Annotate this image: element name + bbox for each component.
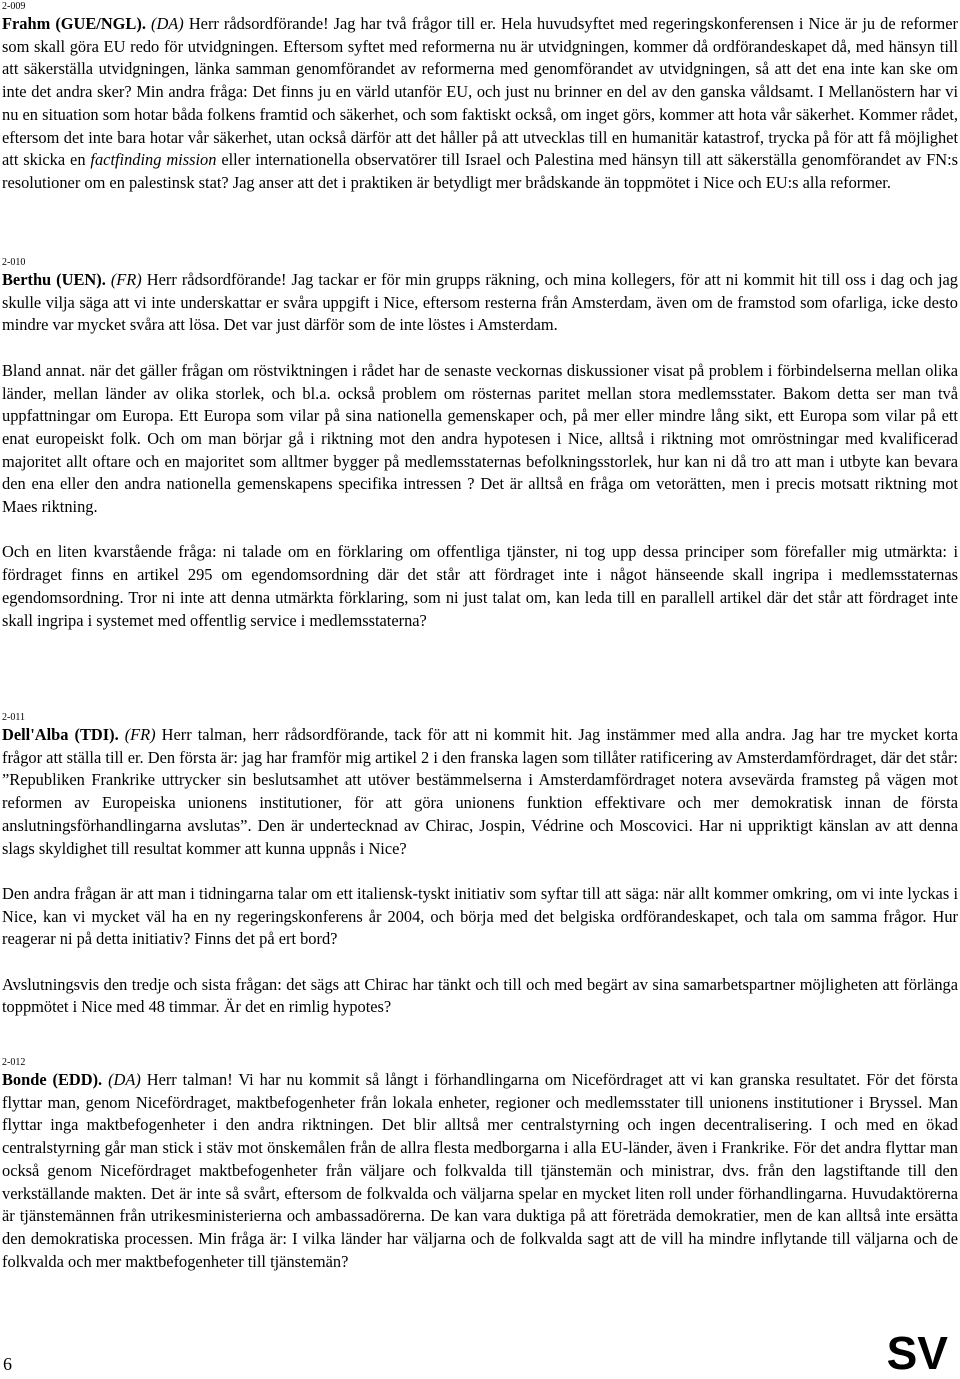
speech-paragraph: Berthu (UEN). (FR) Herr rådsordförande! Jag tackar er för min grupps räkning, och mina kollegers, för att ni kommit hit till oss i dag och jag skulle vilja säga att vi inte underskattar er svåra uppgift i Nice, eftersom resterna från Amsterdam, även om de framstod som ofarliga, icke desto mindre var mycket svåra att lösa. Det var just därför som de inte löstes i Amsterdam. xyxy=(2,270,958,335)
speech-section xyxy=(2,257,958,632)
speech-paragraph: Dell'Alba (TDI). (FR) Herr talman, herr rådsordförande, tack för att ni kommit hit. Jag instämmer med alla andra. Jag har tre mycket korta frågor att ställa till er. Den första är: jag har framför mig artikel 2 i den franska lagen som tillåter ratificering av Amsterdamfördraget, där det står: ”Republiken Frankrike uttrycker sin beslutsamhet att utöver bestämmelserna i Amsterdamfördraget notera avsevärda framsteg på vägen mot reformen av Europeiska unionens institutioner, för att göra unionens funktion effektivare och mer demokratisk innan de första anslutningsförhandlingarna avslutas”. Den är undertecknad av Chirac, Jospin, Védrine och Moscovici. Har ni uppriktigt känslan av att denna slags skyldighet till resultat kommer att kunna uppnås i Nice? xyxy=(2,725,958,858)
speech-paragraph: Den andra frågan är att man i tidningarna talar om ett italiensk-tyskt initiativ som syftar till att säga: när allt kommer omkring, om vi inte lyckas i Nice, kan vi mycket väl ha en ny regeringskonferens år 2004, och börja med det belgiska ordförandeskapet, och tala om samma frågor. Hur reagerar ni på detta initiativ? Finns det på ert bord? xyxy=(2,883,958,949)
item-number: 2-010 xyxy=(2,257,26,268)
speech-paragraph: Och en liten kvarstående fråga: ni talade om en förklaring om offentliga tjänster, ni tog upp dessa principer som förefaller mig utmärkta: i fördraget finns en artikel 295 om egendomsordning där det står att fördraget inte i något hänseende skall ingripa i medlemsstaternas egendomsordning. Tror ni inte att denna utmärkta förklaring, som ni just talat om, kan leda till en parallell artikel där det står att fördraget inte skall ingripa i systemet med offentlig service i medlemsstaterna? xyxy=(2,542,958,630)
speaker-name: Frahm (GUE/NGL). xyxy=(2,14,146,33)
italic-term: factfinding mission xyxy=(90,150,217,170)
page-number: 6 xyxy=(3,1354,12,1374)
speech-paragraph: Avslutningsvis den tredje och sista frågan: det sägs att Chirac har tänkt och till och med begärt av sina samarbetspartner möjligheten att förlänga toppmötet i Nice med 48 timmar. Är det en rimlig hypotes? xyxy=(2,974,958,1017)
item-number: 2-009 xyxy=(2,1,26,12)
speech-paragraph: Bland annat. när det gäller frågan om röstviktningen i rådet har de senaste veckornas diskussioner visat på problem i förbindelserna mellan olika länder, mellan länder av olika storlek, och bl.a. också problem om rösternas paritet mellan stora medlemsstater. Bakom detta ser man två uppfattningar om Europa. Ett Europa som vilar på sina nationella gemenskaper och, på mer eller mindre lång sikt, ett Europa som vilar på ett enat europeiskt folk. Och om man börjar gå i riktning mot den andra hypotesen i Nice, alltså i riktning mot omröstningar med kvalificerad majoritet allt oftare och en majoritet som alltmer bygger på medlemsstaternas befolkningsstorlek, hur kan ni då tro att man i utbyte kan bevara den ena eller den andra nationella gemenskapens specifika intressen ? Det är alltså en fråga om vetorätten, men i precis motsatt riktning mot Maes riktning. xyxy=(2,360,958,517)
language-code: (DA) xyxy=(108,1070,141,1089)
item-number: 2-012 xyxy=(2,1057,26,1068)
speech-section xyxy=(2,1057,958,1273)
language-code: (FR) xyxy=(124,725,156,744)
speech-section xyxy=(2,1,958,195)
speech-paragraph: Frahm (GUE/NGL). (DA) Herr rådsordförande! Jag har två frågor till er. Hela huvudsyftet med regeringskonferensen i Nice är ju de reformer som skall göra EU redo för utvidgningen. Eftersom syftet med reformerna nu är utvidgningen, kommer då ordförandeskapet då, med hänsyn till att säkerställa utvidgningen, länka samman genomförandet av reformerna med genomförandet av utvidgningen, så att det ena inte kan ske om inte det andra sker? Min andra fråga: Det finns ju en värld utanför EU, och just nu brinner en del av den ganska våldsamt. I Mellanöstern har vi nu en situation som hotar båda folkens framtid och säkerhet, och som faktiskt också, om inget görs, kommer att hota vår säkerhet. Kommer rådet, eftersom det inte bara hotar vår säkerhet, utan också därför att det håller på att utvecklas till en humanitär katastrof, trycka på för att få möjlighet att skicka en factfinding mission eller internationella observatörer till Israel och Palestina med hänsyn till att säkerställa genomförandet av FN:s resolutioner om en palestinsk stat? Jag anser att det i praktiken är betydligt mer brådskande än toppmötet i Nice och EU:s alla reformer. xyxy=(2,14,958,192)
item-number: 2-011 xyxy=(2,712,25,723)
speaker-name: Dell'Alba (TDI). xyxy=(2,725,119,744)
language-label: SV xyxy=(886,1327,948,1379)
language-code: (FR) xyxy=(110,270,142,289)
speaker-name: Berthu (UEN). xyxy=(2,270,106,289)
speech-paragraph: Bonde (EDD). (DA) Herr talman! Vi har nu kommit så långt i förhandlingarna om Nicefördraget att vi kan granska resultatet. För det första flyttar man, genom Nicefördraget, maktbefogenheter från lokala enheter, regioner och medlemsstater till unionens institutioner i Bryssel. Man flyttar inga maktbefogenheter i den andra riktningen. Det blir alltså mer centralstyrning och ingen decentralisering. I och med en ökad centralstyrning går man stick i stäv mot önskemålen från de allra flesta medborgarna i alla EU-länder, även i Frankrike. För det andra flyttar man också genom Nicefördraget maktbefogenheter från väljare och folkvalda till tjänstemän och ministrar, dvs. från den lagstiftande till den verkställande makten. Det är inte så svårt, eftersom de folkvalda och väljarna spelar en mycket liten roll under förhandlingarna. Huvudaktörerna är tjänstemännen från utrikesministerierna och ambassadörerna. De kan vara duktiga på att företräda demokratier, men de kan alltså inte ersätta den demokratiska processen. Min fråga är: I vilka länder har väljarna och de folkvalda sagt att de vill ha mindre inflytande till väljarna och de folkvalda och mer maktbefogenheter till tjänstemän? xyxy=(2,1070,958,1271)
language-code: (DA) xyxy=(151,14,184,33)
speaker-name: Bonde (EDD). xyxy=(2,1070,103,1089)
speech-section xyxy=(2,712,958,1019)
